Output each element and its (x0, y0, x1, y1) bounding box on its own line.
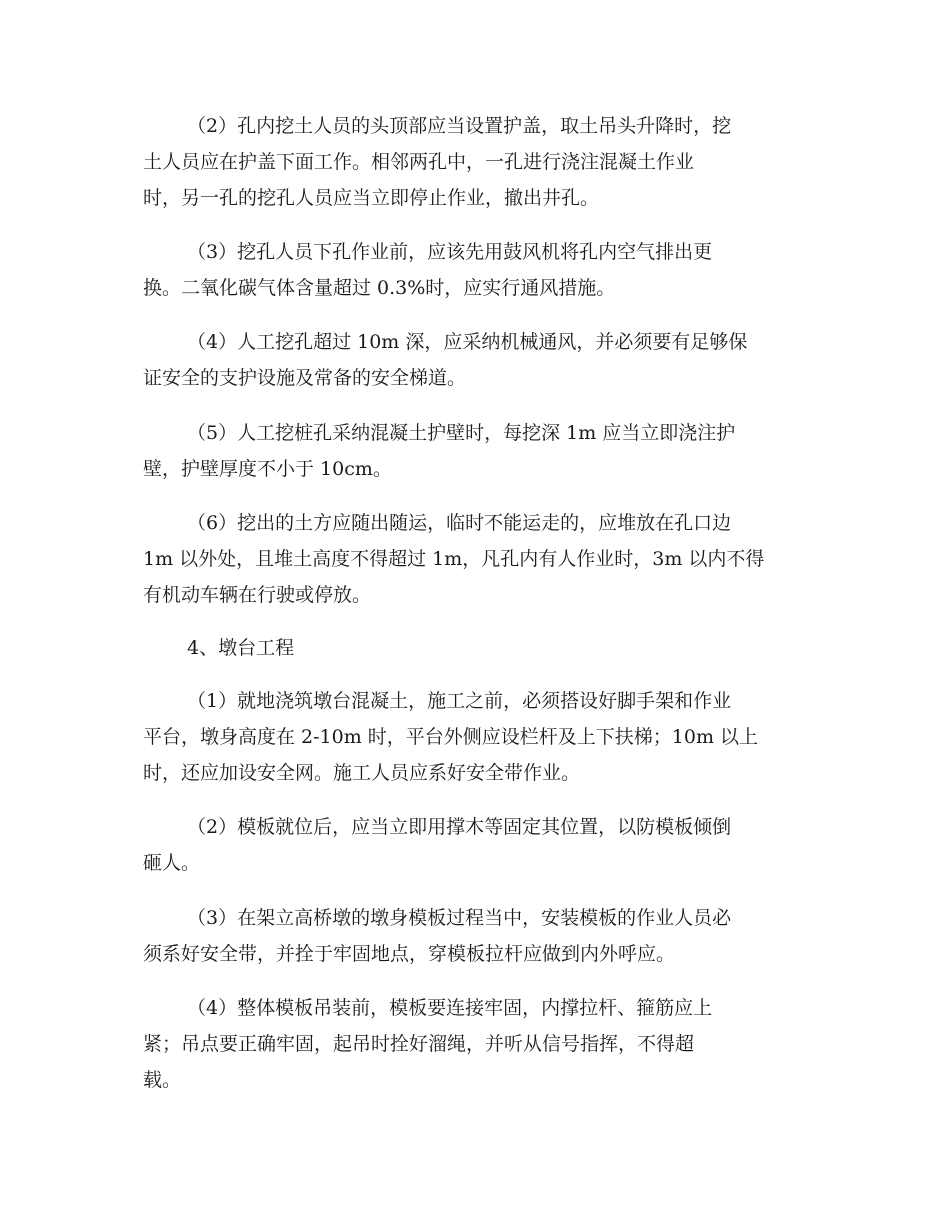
text-line: 时，还应加设安全网。施工人员应系好安全带作业。 (143, 762, 581, 784)
paragraph-wall (143, 415, 813, 487)
paragraph-deep-hole (143, 324, 813, 396)
paragraph-high-pier (143, 900, 813, 972)
paragraph-soil (143, 505, 813, 613)
heading-text: 4、墩台工程 (187, 637, 295, 659)
paragraph-scaffold (143, 683, 813, 791)
text-line: （3）在架立高桥墩的墩身模板过程当中，安装模板的作业人员必 (187, 907, 732, 929)
text-line: （6）挖出的土方应随出随运，临时不能运走的，应堆放在孔口边 (187, 512, 732, 534)
text-line: 载。 (143, 1069, 182, 1091)
text-line: 须系好安全带，并拴于牢固地点，穿模板拉杆应做到内外呼应。 (143, 943, 676, 965)
text-line: 砸人。 (143, 852, 201, 874)
paragraph-formwork (143, 809, 813, 881)
text-line: （5）人工挖桩孔采纳混凝土护壁时，每挖深 1m 应当立即浇注护 (187, 422, 736, 444)
text-line: （2）模板就位后，应当立即用撑木等固定其位置，以防模板倾倒 (187, 816, 732, 838)
text-line: （3）挖孔人员下孔作业前，应该先用鼓风机将孔内空气排出更 (187, 241, 713, 263)
text-line: 证安全的支护设施及常备的安全梯道。 (143, 367, 467, 389)
paragraph-ventilation (143, 234, 813, 306)
text-line: 有机动车辆在行驶或停放。 (143, 584, 372, 606)
text-line: （2）孔内挖土人员的头顶部应当设置护盖，取土吊头升降时，挖 (187, 115, 732, 137)
section-heading (143, 630, 813, 666)
text-line: 平台，墩身高度在 2-10m 时，平台外侧应设栏杆及上下扶梯；10m 以上 (143, 726, 759, 748)
text-line: （4）整体模板吊装前，模板要连接牢固，内撑拉杆、箍筋应上 (187, 997, 713, 1019)
text-line: （4）人工挖孔超过 10m 深，应采纳机械通风，并必须要有足够保 (187, 331, 748, 353)
text-line: （1）就地浇筑墩台混凝土，施工之前，必须搭设好脚手架和作业 (187, 690, 732, 712)
text-line: 时，另一孔的挖孔人员应当立即停止作业，撤出井孔。 (143, 187, 600, 209)
text-line: 换。二氧化碳气体含量超过 0.3%时，应实行通风措施。 (143, 277, 616, 299)
text-line: 土人员应在护盖下面工作。相邻两孔中，一孔进行浇注混凝土作业 (143, 151, 695, 173)
text-line: 1m 以外处，且堆土高度不得超过 1m，凡孔内有人作业时，3m 以内不得 (143, 548, 765, 570)
paragraph-hoisting (143, 990, 813, 1098)
paragraph-dig-cover (143, 108, 813, 216)
text-line: 壁，护壁厚度不小于 10cm。 (143, 458, 392, 480)
text-line: 紧；吊点要正确牢固，起吊时拴好溜绳，并听从信号指挥，不得超 (143, 1033, 695, 1055)
